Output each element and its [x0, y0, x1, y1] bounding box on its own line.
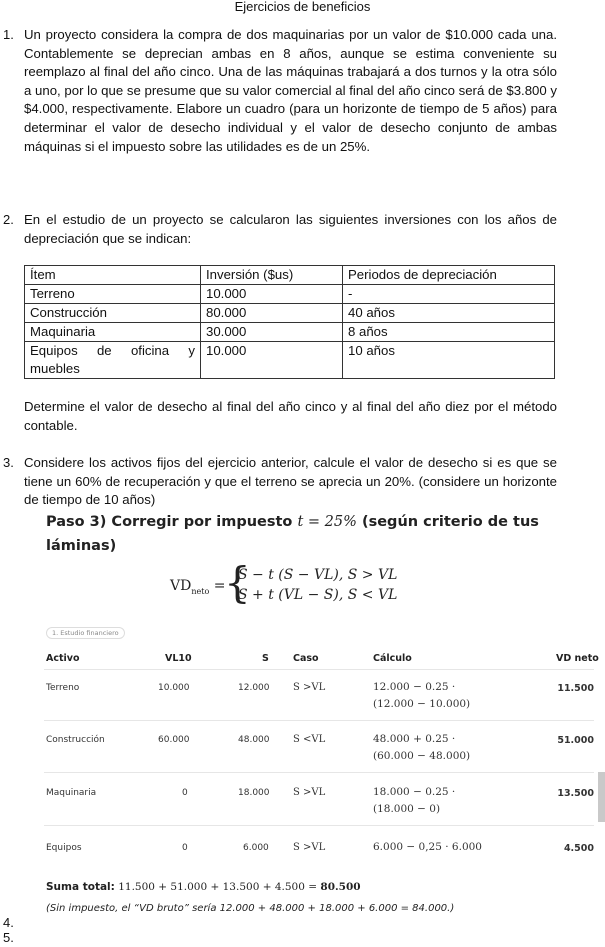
col-header-calculo: Cálculo	[373, 653, 412, 664]
row-s: 6.000	[243, 843, 269, 853]
header-item: Ítem	[25, 266, 201, 285]
row-activo: Equipos	[46, 843, 82, 853]
row-calc-1: 48.000 + 0.25 ·	[373, 733, 456, 745]
formula-lhs: VD	[170, 578, 192, 594]
row-s: 18.000	[238, 788, 270, 798]
row-vl: 0	[182, 843, 188, 853]
row-vl: 10.000	[158, 683, 190, 693]
row-calc-1: 12.000 − 0.25 ·	[373, 681, 456, 693]
row-divider	[44, 772, 594, 773]
q2-text: En el estudio de un proyecto se calcularon las siguientes inversiones con los años de depreciación que se indican:	[24, 212, 557, 246]
cell-item: Construcción	[25, 304, 201, 323]
header-divider	[44, 669, 594, 670]
row-vl: 0	[182, 788, 188, 798]
cell-investment: 80.000	[201, 304, 343, 323]
q1-number: 1.	[3, 27, 14, 42]
document-title: Ejercicios de beneficios	[234, 0, 371, 14]
row-divider	[44, 825, 594, 826]
investment-table	[24, 265, 555, 379]
row-caso: S >VL	[293, 682, 326, 693]
row-caso: S <VL	[293, 734, 326, 745]
gross-vd-note: (Sin impuesto, el “VD bruto” sería 12.000 + 48.000 + 18.000 + 6.000 = 84.000.)	[46, 903, 455, 914]
table-row	[25, 285, 555, 304]
row-activo: Construcción	[46, 735, 105, 745]
cell-depreciation: 10 años	[343, 342, 555, 379]
cell-item: Maquinaria	[25, 323, 201, 342]
scrollbar-thumb[interactable]	[598, 772, 605, 822]
cell-depreciation: 8 años	[343, 323, 555, 342]
q3-number: 3.	[3, 455, 14, 470]
q5-number: 5.	[3, 930, 14, 945]
sum-expression: 11.500 + 51.000 + 13.500 + 4.500 =	[118, 881, 318, 893]
col-header-caso: Caso	[293, 653, 319, 664]
row-calc-2: (60.000 − 48.000)	[373, 750, 471, 762]
step-heading-tail: (según criterio de tus	[361, 514, 539, 530]
sum-label: Suma total:	[46, 881, 115, 893]
step-heading	[46, 510, 539, 558]
col-header-s: S	[262, 653, 269, 664]
row-vd: 13.500	[557, 788, 594, 799]
row-calc-1: 18.000 − 0.25 ·	[373, 786, 456, 798]
table-row	[25, 304, 555, 323]
tax-rate-math: t = 25%	[297, 514, 357, 530]
formula-case-2: S + t (VL − S), S < VL	[238, 587, 398, 603]
row-divider	[44, 720, 594, 721]
cell-investment: 10.000	[201, 342, 343, 379]
row-calc-2: (12.000 − 10.000)	[373, 698, 471, 710]
source-chip[interactable]: 1. Estudio financiero	[46, 627, 125, 639]
row-vd: 11.500	[557, 683, 594, 694]
q3-text: Considere los activos fijos del ejercicio anterior, calcule el valor de desecho si es que se tiene un 60% de recuperación y que el terreno se aprecia un 20%. (considere un horizonte de tiempo de 10 años)	[24, 455, 557, 508]
header-investment: Inversión ($us)	[201, 266, 343, 285]
cell-depreciation: 40 años	[343, 304, 555, 323]
cell-investment: 30.000	[201, 323, 343, 342]
table-row	[25, 323, 555, 342]
embedded-screenshot	[0, 505, 605, 947]
cell-item: Terreno	[25, 285, 201, 304]
cell-depreciation: -	[343, 285, 555, 304]
cell-investment: 10.000	[201, 285, 343, 304]
step-heading-text: Paso 3) Corregir por impuesto	[46, 514, 293, 530]
row-vd: 51.000	[557, 735, 594, 746]
col-header-activo: Activo	[46, 653, 80, 664]
q2-after-text: Determine el valor de desecho al final del año cinco y al final del año diez por el método contable.	[24, 399, 557, 433]
formula-equals: =	[213, 578, 226, 594]
brace-glyph: {	[224, 558, 251, 607]
row-activo: Terreno	[46, 683, 80, 693]
sum-result: 80.500	[320, 881, 361, 893]
step-heading-line2: láminas)	[46, 538, 117, 554]
row-caso: S >VL	[293, 842, 326, 853]
col-header-vd: VD neto	[556, 653, 599, 664]
q2-number: 2.	[3, 212, 14, 227]
table-header-row	[25, 266, 555, 285]
sum-total-line	[46, 881, 361, 893]
header-depreciation: Periodos de depreciación	[343, 266, 555, 285]
q1-text: Un proyecto considera la compra de dos maquinarias por un valor de $10.000 cada una. Contablemente se deprecian ambas en 8 años, aunque se estima conveniente su reemplazo al final del año cinco. Una de las máquinas trabajará a dos turnos y la otra sólo a uno, por lo que se presume que su valor comercial al final del año cinco será de $3.800 y $4.000, respectivamente. Elabore un cuadro (para un horizonte de tiempo de 5 años) para determinar el valor de desecho individual y el valor de desecho conjunto de ambas máquinas si el impuesto sobre las utilidades es de un 25%.	[24, 27, 557, 154]
q4-number: 4.	[3, 915, 14, 930]
row-vd: 4.500	[563, 843, 594, 854]
row-vl: 60.000	[158, 735, 190, 745]
row-calc-1: 6.000 − 0,25 · 6.000	[373, 841, 482, 853]
col-header-vl: VL10	[165, 653, 192, 664]
row-caso: S >VL	[293, 787, 326, 798]
row-activo: Maquinaria	[46, 788, 97, 798]
row-s: 12.000	[238, 683, 270, 693]
table-row	[25, 342, 555, 379]
row-calc-2: (18.000 − 0)	[373, 803, 441, 815]
formula-lhs-sub: neto	[191, 586, 210, 596]
row-s: 48.000	[238, 735, 270, 745]
cell-item: Equipos de oficina y muebles	[25, 342, 201, 379]
formula-case-1: S − t (S − VL), S > VL	[238, 567, 398, 583]
